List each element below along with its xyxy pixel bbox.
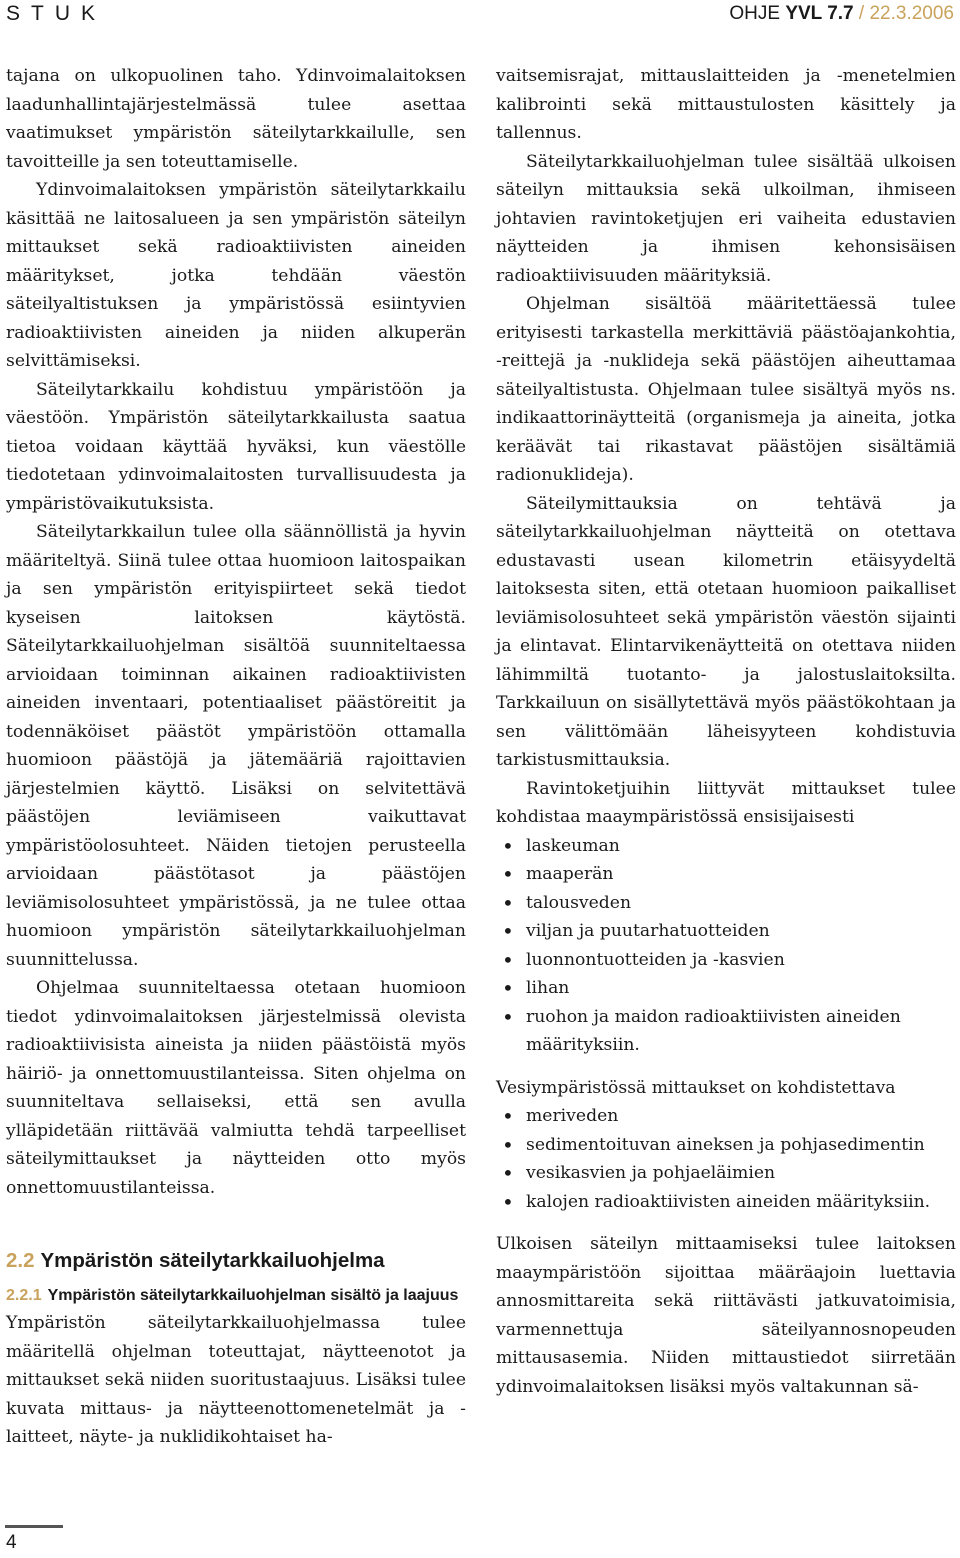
list-item: • vesikasvien ja pohjaeläimien <box>496 1159 956 1188</box>
paragraph: Säteilytarkkailun tulee olla säännöllistä ja hyvin määriteltyä. Siinä tulee ottaa huomioon laitospaikan ja sen ympäristön erityispiirteet sekä tiedot kyseisen laitoksen käytöstä. Säteilytarkkailuohjelman sisältöä suunniteltaessa arvioidaan toiminnan aikainen radioaktiivisten aineiden inventaari, potentiaaliset päästöreitit ja todennäköiset päästöt ympäristöön ottamalla huomioon päästöjä ja jätemääriä rajoittavien järjestelmien käyttö. Lisäksi on selvitettävä päästöjen leviämiseen vaikuttavat ympäristöolosuhteet. Näiden tietojen perusteella arvioidaan päästötasot ja päästöjen leviämisolosuhteet ympäristössä, ja ne tulee ottaa huomioon ympäristön säteilytarkkailuohjelman suunnittelussa. <box>6 522 466 970</box>
water-measurement-list <box>496 1102 956 1216</box>
page-header <box>0 0 960 30</box>
paragraph: Ympäristön säteilytarkkailuohjelmassa tulee määritellä ohjelman toteuttajat, näytteenotot ja mittaukset sekä niiden suoritustaajuus. Lisäksi tulee kuvata mittaus- ja näytteenottomenetelmät ja -laitteet, näyte- ja nuklidikohtaiset ha- <box>6 1313 466 1447</box>
land-measurement-list <box>496 832 956 1060</box>
list-item: • meriveden <box>496 1102 956 1131</box>
page-number: 4 <box>6 1532 17 1553</box>
subsection-heading <box>6 1282 466 1309</box>
list-item: • ruohon ja maidon radioaktiivisten aineiden määrityksiin. <box>496 1003 956 1060</box>
guide-reference <box>729 3 954 25</box>
paragraph: tajana on ulkopuolinen taho. Ydinvoimalaitoksen laadunhallintajärjestelmässä tulee asettaa vaatimukset ympäristön säteilytarkkailulle, sen tavoitteille ja sen toteuttamiselle. <box>6 66 466 172</box>
header-separator: / <box>858 3 865 24</box>
right-column <box>496 62 956 1401</box>
list-item: • talousveden <box>496 889 956 918</box>
section-heading <box>6 1248 466 1274</box>
list-item: • kalojen radioaktiivisten aineiden määrityksiin. <box>496 1188 956 1217</box>
list-item: • luonnontuotteiden ja -kasvien <box>496 946 956 975</box>
paragraph: Ydinvoimalaitoksen ympäristön säteilytarkkailu käsittää ne laitosalueen ja sen ympäristön säteilyn mittaukset sekä radioaktiivisten aineiden määritykset, jotka tehdään väestön säteilyaltistuksen ja ympäristössä esiintyvien radioaktiivisten aineiden ja niiden alkuperän selvittämiseksi. <box>6 180 466 371</box>
guide-prefix: OHJE <box>729 3 781 24</box>
org-name: STUK <box>6 2 107 25</box>
list-item: • laskeuman <box>496 832 956 861</box>
paragraph: Ulkoisen säteilyn mittaamiseksi tulee laitoksen maaympäristöön sijoittaa määräajoin luettavia annosmittareita sekä riittävästi jatkuvatoimisia, varmennettuja säteilyannosnopeuden mittausasemia. Niiden mittaustiedot siirretään ydinvoimalaitoksen lisäksi myös valtakunnan sä- <box>496 1234 956 1397</box>
paragraph: Säteilymittauksia on tehtävä ja säteilytarkkailuohjelman näytteitä on otettava edustavasti usean kilometrin etäisyydeltä laitoksesta siten, että otetaan huomioon paikalliset leviämisolosuhteet sekä ympäristön väestön sijainti ja elintavat. Elintarvikenäytteitä on otettava niiden lähimmiltä tuotanto- ja jalostuslaitoksilta. Tarkkailuun on sisällytettävä myös päästökohtaan ja sen välittömään läheisyyteen kohdistuvia tarkistusmittauksia. <box>496 493 956 770</box>
paragraph: Ohjelman sisältöä määritettäessä tulee erityisesti tarkastella merkittäviä päästöajankohtia, -reittejä ja -nuklideja sekä päästöjen aiheuttamaa säteilyaltistusta. Ohjelmaan tulee sisältyä myös ns. indikaattorinäytteitä (organismeja ja aineita, jotka keräävät tai rikastavat päästöjen sisältämiä radionuklideja). <box>496 294 956 485</box>
guide-id: YVL 7.7 <box>785 3 854 24</box>
list-item: • viljan ja puutarhatuotteiden <box>496 917 956 946</box>
section-number: 2.2 <box>6 1249 35 1272</box>
paragraph: Ravintoketjuihin liittyvät mittaukset tulee kohdistaa maaympäristössä ensisijaisesti <box>496 778 956 827</box>
list-item: • sedimentoituvan aineksen ja pohjasedimentin <box>496 1131 956 1160</box>
list-item: • maaperän <box>496 860 956 889</box>
guide-date: 22.3.2006 <box>869 3 954 24</box>
paragraph: Ohjelmaa suunniteltaessa otetaan huomioon tiedot ydinvoimalaitoksen järjestelmissä olevista radioaktiivisista aineista ja niiden päästöistä myös häiriö- ja onnettomuustilanteissa. Siten ohjelma on suunniteltava sellaiseksi, että sen avulla ylläpidetään riittävää valmiutta tehdä tarpeelliset säteilymittaukset ja näytteiden otto myös onnettomuustilanteissa. <box>6 978 466 1198</box>
footer-rule <box>5 1525 63 1528</box>
paragraph: Säteilytarkkailu kohdistuu ympäristöön ja väestöön. Ympäristön säteilytarkkailusta saatua tietoa voidaan käyttää hyväksi, kun väestölle tiedotetaan ydinvoimalaitosten turvallisuudesta ja ympäristövaikutuksista. <box>6 379 466 514</box>
section-title: Ympäristön säteilytarkkailuohjelma <box>40 1249 385 1272</box>
paragraph: Säteilytarkkailuohjelman tulee sisältää ulkoisen säteilyn mittauksia sekä ulkoilman, ihmiseen johtavien ravintoketjujen eri vaiheita edustavien näytteiden ja ihmisen kehonsisäisen radioaktiivisuuden määrityksiä. <box>496 151 956 286</box>
paragraph: vaitsemisrajat, mittauslaitteiden ja -menetelmien kalibrointi sekä mittaustulosten käsittely ja tallennus. <box>496 66 956 143</box>
left-column <box>6 62 466 1452</box>
paragraph: Vesiympäristössä mittaukset on kohdistettava <box>496 1077 896 1098</box>
subsection-title: Ympäristön säteilytarkkailuohjelman sisältö ja laajuus <box>47 1287 459 1304</box>
list-item: • lihan <box>496 974 956 1003</box>
subsection-number: 2.2.1 <box>6 1287 42 1304</box>
